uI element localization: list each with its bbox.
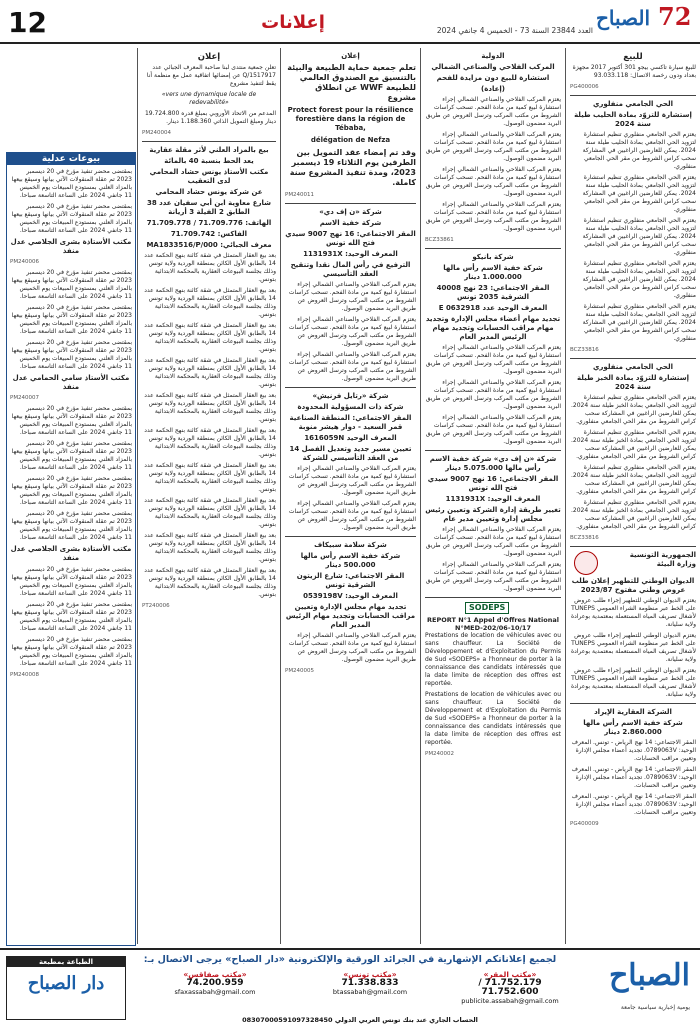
- ad-text: يعتزم المركب الفلاحي والصناعي الشمالي إجراء استشارة لبيع كمية من مادة الفحم. تسحب كراسات الشروط من مكتب المركب وترسل العروض عن طريق البريد مضمون الوصول.: [288, 632, 416, 663]
- ad-address: شارع معاوية ابن أبي سفيان عدد 38 الطابق 2 الفيلة 3 أريانة: [146, 199, 272, 216]
- ad-title: شركة سلامة سبيكاف: [314, 541, 387, 549]
- government-emblem-icon: [574, 551, 598, 575]
- ad-text: يعتزم المركب الفلاحي والصناعي الشمالي إجراء استشارة لبيع كمية من مادة الفحم. تسحب كراسات الشروط من مكتب المركب وترسل العروض عن طريق البريد مضمون الوصول.: [288, 281, 416, 312]
- ad-text-fr: délégation de Nefza: [310, 136, 391, 144]
- ad-text: يعتزم المركب الفلاحي والصناعي الشمالي إجراء استشارة لبيع كمية من مادة الفحم. تسحب كراسات الشروط من مكتب المركب وترسل العروض عن طريق البريد مضمون الوصول.: [425, 526, 561, 557]
- ad-code: PM240011: [285, 192, 315, 198]
- sale-text: بمقتضى محضر تنفيذ مؤرخ في 20 ديسمبر 2023 تم عقلة المنقولات الآتي بيانها وسيقع بيعها بالمزاد العلني بمستودع المبيعات يوم الخميس 11 جانفي 2024 على الساعة التاسعة صباحا.: [11, 339, 132, 370]
- ad-text: بعد بيع العقار المتمثل في شقة كائنة بنهج الحكمة عدد 14 بالطابق الأول الكائن بمنطقة الوردية ولاية تونس وذلك بجلسة البيوعات العقارية بالمحكمة الابتدائية بتونس.: [144, 462, 276, 493]
- masthead-logo: [596, 2, 696, 36]
- ad-text: تعلن جمعية منتدى لبنا صاحبة المعرف الجبائي عدد 1517917/Q عن إمضائها اتفاقية عمل مع منظمة أنا يقظ لتنفيذ مشروع: [146, 64, 276, 87]
- footer-logo-text: الصباح: [608, 958, 690, 993]
- bailiff-office: مكتب الأستاذ سامي الحمامي عدل منفذ: [12, 374, 130, 391]
- column-2: [425, 50, 561, 944]
- ad-subtitle: شركة خفية الاسم رأس مالها 2.860.000 دينار: [583, 719, 683, 736]
- gov-line: الجمهورية التونسية: [629, 551, 696, 559]
- ad-text: يعتزم المركب الفلاحي والصناعي الشمالي إجراء استشارة لبيع كمية من مادة الفحم. تسحب كراسات الشروط من مكتب المركب وترسل العروض عن طريق البريد مضمون الوصول.: [425, 379, 561, 410]
- ad-id: المعرف الوحيد: 0539198V: [303, 592, 398, 600]
- ad-subtitle: (إعادة): [481, 85, 505, 93]
- ad-address: المقر الاجتماعي: 16 نهج 9007 سيدي فتح الله تونس: [285, 230, 416, 247]
- bailiff-office: مكتب الأستاذة بشرى الجلاصي عدل منفذ: [10, 545, 132, 562]
- ad-code: BCZ33816: [570, 535, 599, 541]
- column-4: [142, 50, 276, 944]
- ad-subtitle: شركة خفية الاسم رأس مالها 500.000 دينار: [300, 552, 401, 569]
- ad-title: بيع بالمزاد العلني لأثر مقلة عقارية: [149, 146, 269, 154]
- office-sfax: [140, 970, 290, 997]
- office-title: «مكتب المقر»: [483, 970, 537, 979]
- sale-text: بمقتضى محضر تنفيذ مؤرخ في 20 ديسمبر 2023 تم عقلة المنقولات الآتي بيانها وسيقع بيعها بالمزاد العلني بمستودع المبيعات يوم الخميس 11 جانفي 2024 على الساعة التاسعة صباحا.: [11, 440, 132, 471]
- printer-title: الطباعة بمطبعة: [7, 957, 125, 967]
- ad-title: عن شركة يونس حشاد المحامي: [155, 188, 263, 196]
- ad-id: المعرف الوحيد: 1131931X: [445, 495, 541, 503]
- ad-text: يعتزم الحي الجامعي منفلوري تنظيم استشارة لتزويد الحي الجامعي بمادة الخبز طيلة سنة 2024. يمكن للعارضين الراغبين في المشاركة سحب كراس الشروط من مقر الحي الجامعي منفلوري.: [570, 464, 696, 495]
- ad-code: PG400009: [570, 821, 599, 827]
- ad-code: PM240008: [10, 672, 40, 678]
- ad-title: يعد الحط بنسبة 40 بالمائة: [164, 157, 254, 165]
- sale-text: بمقتضى محضر تنفيذ مؤرخ في 20 ديسمبر 2023 تم عقلة المنقولات الآتي بيانها وسيقع بيعها بالمزاد العلني بمستودع المبيعات يوم الخميس 11 جانفي 2024 على الساعة التاسعة صباحا.: [11, 168, 132, 199]
- sale-text: بمقتضى محضر تنفيذ مؤرخ في 20 ديسمبر 2023 تم عقلة المنقولات الآتي بيانها وسيقع بيعها بالمزاد العلني بمستودع المبيعات يوم الخميس 11 جانفي 2024 على الساعة التاسعة صباحا.: [11, 601, 132, 632]
- ad-subject: تعيين مسير جديد وتعديل الفصل 14 من العقد التأسيسي للشركة: [289, 445, 412, 462]
- ad-text: يعتزم المركب الفلاحي والصناعي الشمالي إجراء استشارة لبيع كمية من مادة الفحم. تسحب كراسات الشروط من مكتب المركب وترسل العروض عن طريق البريد مضمون الوصول.: [425, 201, 561, 232]
- sale-text: بمقتضى محضر تنفيذ مؤرخ في 20 ديسمبر 2023 تم عقلة المنقولات الآتي بيانها وسيقع بيعها بالمزاد العلني بمستودع المبيعات يوم الخميس 11 جانفي 2024 على الساعة التاسعة صباحا.: [11, 510, 132, 541]
- ad-id: المعرف الوحيد عدد 0632918 E: [438, 304, 548, 312]
- ad-code: PG400006: [570, 84, 599, 90]
- sale-text: بمقتضى محضر تنفيذ مؤرخ في 20 ديسمبر 2023 تم عقلة المنقولات الآتي بيانها وسيقع بيعها بالمزاد العلني بمستودع المبيعات يوم الخميس 11 جانفي 2024 على الساعة التاسعة صباحا.: [11, 269, 132, 300]
- sale-text: بمقتضى محضر تنفيذ مؤرخ في 20 ديسمبر 2023 تم عقلة المنقولات الآتي بيانها وسيقع بيعها بالمزاد العلني بمستودع المبيعات يوم الخميس 11 جانفي 2024 على الساعة التاسعة صباحا.: [11, 304, 132, 335]
- ad-text: بعد بيع العقار المتمثل في شقة كائنة بنهج الحكمة عدد 14 بالطابق الأول الكائن بمنطقة الوردية ولاية تونس وذلك بجلسة البيوعات العقارية بالمحكمة الابتدائية بتونس.: [144, 567, 276, 598]
- office-phone: 71.752.179 / 71.752.600: [478, 978, 542, 997]
- footer-tagline: يومية إخبارية سياسية جامعة: [620, 1004, 690, 1011]
- ad-text: بعد بيع العقار المتمثل في شقة كائنة بنهج الحكمة عدد 14 بالطابق الأول الكائن بمنطقة الوردية ولاية تونس وذلك بجلسة البيوعات العقارية بالمحكمة الابتدائية بتونس.: [144, 497, 276, 528]
- column-rule: [280, 48, 281, 944]
- ad-text: يعتزم المركب الفلاحي والصناعي الشمالي إجراء استشارة لبيع كمية من مادة الفحم. تسحب كراسات الشروط من مكتب المركب وترسل العروض عن طريق البريد مضمون الوصول.: [425, 166, 561, 197]
- ad-title: شركة «ن إف دي» شركة خفية الاسم رأس مالها 5.075.000 دينار: [429, 455, 557, 472]
- ad-title: الدولية: [481, 52, 505, 60]
- office-phone: 74.200.959: [186, 978, 244, 988]
- ad-id: المعرف الوحيد: 1131931X: [303, 250, 398, 258]
- footer-headline: لجميع إعلاناتكم الإشهارية في الجرائد الورقية والإلكترونية «دار الصباح» يرجى الاتصال بـ:: [143, 954, 557, 965]
- ad-title: الحي الجامعي منفلوري: [592, 100, 674, 108]
- column-rule: [420, 48, 421, 944]
- office-email[interactable]: publicite.assabah@gmail.com: [461, 997, 559, 1005]
- issue-line: العدد 23844 السنة 73 - الخميس 4 جانفي 2024: [436, 26, 593, 35]
- ad-text: بعد بيع العقار المتمثل في شقة كائنة بنهج الحكمة عدد 14 بالطابق الأول الكائن بمنطقة الوردية ولاية تونس وذلك بجلسة البيوعات العقارية بالمحكمة الابتدائية بتونس.: [144, 532, 276, 563]
- ad-quote: «vers une dynamique locale de redevabilité»: [161, 91, 257, 106]
- ad-text: بعد بيع العقار المتمثل في شقة كائنة بنهج الحكمة عدد 14 بالطابق الأول الكائن بمنطقة الوردية ولاية تونس وذلك بجلسة البيوعات العقارية بالمحكمة الابتدائية بتونس.: [144, 322, 276, 353]
- ad-text: يعتزم الحي الجامعي منفلوري تنظيم استشارة لتزويد الحي الجامعي بمادة الحليب طيلة سنة 2024. يمكن للعارضين الراغبين في المشاركة سحب كراس الشروط من مقر الحي الجامعي منفلوري.: [582, 303, 696, 342]
- ad-text: يعتزم المركب الفلاحي والصناعي الشمالي إجراء استشارة لبيع كمية من مادة الفحم. تسحب كراسات الشروط من مكتب المركب وترسل العروض عن طريق البريد مضمون الوصول.: [425, 561, 561, 592]
- bank-account: الحساب الجاري عند بنك تونس العربي الدولي 08307000591097328450: [242, 1016, 478, 1024]
- ad-text: يعتزم المركب الفلاحي والصناعي الشمالي إجراء استشارة لبيع كمية من مادة الفحم. تسحب كراسات الشروط من مكتب المركب وترسل العروض عن طريق البريد مضمون الوصول.: [288, 316, 416, 347]
- sale-text: بمقتضى محضر تنفيذ مؤرخ في 20 ديسمبر 2023 تم عقلة المنقولات الآتي بيانها وسيقع بيعها بالمزاد العلني بمستودع المبيعات يوم الخميس 11 جانفي 2024 على الساعة التاسعة صباحا.: [11, 636, 132, 667]
- office-hq: [450, 970, 570, 1006]
- ad-code: PM240007: [10, 395, 40, 401]
- ad-subtitle: شركة خفية الاسم: [319, 219, 382, 227]
- ad-code: PM240006: [10, 259, 40, 265]
- logo-text: الصباح: [596, 6, 651, 30]
- ad-title: الحي الجامعي منفلوري: [592, 363, 674, 371]
- ad-subtitle: إستشارة للتزوّد بمادة الحليب طيلة سنة 2024: [574, 111, 692, 128]
- ad-text: يعتزم المركب الفلاحي والصناعي الشمالي إجراء استشارة لبيع كمية من مادة الفحم. تسحب كراسات الشروط من مكتب المركب وترسل العروض عن طريق البريد مضمون الوصول.: [425, 131, 561, 162]
- ad-text: يعتزم المركب الفلاحي والصناعي الشمالي إجراء استشارة لبيع كمية من مادة الفحم. تسحب كراسات الشروط من مكتب المركب وترسل العروض عن طريق البريد مضمون الوصول.: [288, 351, 416, 382]
- ad-subject: تجديد مهام أعضاء مجلس الإدارة وتجديد مهام مراقب الحسابات وتجديد مهام الرئيس المدير العام: [425, 315, 561, 341]
- footer-logo: [576, 956, 696, 1016]
- ad-text: يعتزم الحي الجامعي منفلوري تنظيم استشارة لتزويد الحي الجامعي بمادة الحليب طيلة سنة 2024. يمكن للعارضين الراغبين في المشاركة سحب كراس الشروط من مقر الحي الجامعي منفلوري.: [582, 217, 696, 256]
- ad-text: يعتزم الحي الجامعي منفلوري تنظيم استشارة لتزويد الحي الجامعي بمادة الخبز طيلة سنة 2024. يمكن للعارضين الراغبين في المشاركة سحب كراس الشروط من مقر الحي الجامعي منفلوري.: [570, 394, 696, 425]
- ad-text: المقر الاجتماعي: 14 نهج الرياض - تونس. المعرف الوحيد: 0789063V. تجديد أعضاء مجلس الإدارة وتعيين مراقب الحسابات.: [571, 739, 696, 762]
- column-3: [285, 50, 416, 944]
- ad-title: REPORT N°1 Appel d'Offres National N°MED-202/06-10/17: [427, 616, 559, 632]
- column-1: [570, 50, 696, 944]
- footer: [0, 948, 700, 1030]
- office-title: «مكتب صفاقس»: [183, 970, 247, 979]
- ad-text: بعد بيع العقار المتمثل في شقة كائنة بنهج الحكمة عدد 14 بالطابق الأول الكائن بمنطقة الوردية ولاية تونس وذلك بجلسة البيوعات العقارية بالمحكمة الابتدائية بتونس.: [144, 252, 276, 283]
- ad-title: إعلان: [197, 52, 221, 62]
- ad-taxid: معرف الجبائي: MA1833516/P/000: [146, 241, 272, 249]
- ad-text: تعلم جمعية حماية الطبيعة والبيئة بالتنسيق مع الصندوق العالمي للطبيعة WWF عن انطلاق مشروع: [287, 63, 416, 102]
- column-rule: [137, 48, 138, 944]
- page-number: 12: [8, 6, 47, 39]
- ad-address: المقر الاجتماعي: 23 نهج 40008 الشرقية 2035 تونس: [436, 284, 550, 301]
- ad-code: PT240006: [142, 603, 170, 609]
- ad-subject: الترفيع في رأس المال نقدا وتنقيح العقد التأسيسي: [290, 261, 411, 278]
- ad-id: المعرف الوحيد 1616059N: [304, 434, 397, 442]
- ad-text: يعتزم المركب الفلاحي والصناعي الشمالي إجراء استشارة لبيع كمية من مادة الفحم. تسحب كراسات الشروط من مكتب المركب وترسل العروض عن طريق البريد مضمون الوصول.: [288, 500, 416, 531]
- ad-text-fr: Protect forest pour la résilience forestière dans la région de Tébaba,: [287, 106, 414, 132]
- ad-address: المقر الاجتماعي: شارع الزيتون الشرقية تونس: [296, 572, 405, 589]
- ad-text: بعد بيع العقار المتمثل في شقة كائنة بنهج الحكمة عدد 14 بالطابق الأول الكائن بمنطقة الوردية ولاية تونس وذلك بجلسة البيوعات العقارية بالمحكمة الابتدائية بتونس.: [144, 287, 276, 318]
- ad-title: الديوان الوطني للتطهير إعلان طلب عروض وطني مفتوح 2023/87: [571, 577, 695, 594]
- office-phone: 71.338.833: [341, 978, 399, 988]
- ad-phone: الهاتف: 71.709.776 / 71.709.778: [146, 219, 272, 227]
- ad-text: يعتزم الحي الجامعي منفلوري تنظيم استشارة لتزويد الحي الجامعي بمادة الحليب طيلة سنة 2024. يمكن للعارضين الراغبين في المشاركة سحب كراس الشروط من مقر الحي الجامعي منفلوري.: [582, 174, 696, 213]
- ad-subject: تجديد مهام مجلس الإدارة وتعيين مراقب الحسابات وتجديد مهام الرئيس المدير العام: [285, 603, 416, 629]
- ad-title: إعلان: [341, 52, 360, 60]
- ad-subtitle: استشارة للبيع دون مزايدة للفحم: [436, 74, 550, 82]
- ad-subject: تغيير طريقة إدارة الشركة وتعيين رئيس مجلس إدارة وتعيين مدير عام: [425, 506, 561, 523]
- ad-text: المدعم من الاتحاد الأوروبي بمبلغ قدره 19.724.800 دينار ومبلغ التمويل الذاتي 1.188.360 دينار.: [144, 110, 276, 125]
- section-title: إعلانات: [261, 12, 325, 33]
- ad-subtitle: إستشارة للتزوّد بمادة الخبز طيلة سنة 2024: [577, 374, 689, 391]
- ad-code: PM240004: [142, 130, 172, 136]
- ad-text: يعتزم الحي الجامعي منفلوري تنظيم استشارة لتزويد الحي الجامعي بمادة الحليب طيلة سنة 2024. يمكن للعارضين الراغبين في المشاركة سحب كراس الشروط من مقر الحي الجامعي منفلوري.: [582, 260, 696, 299]
- ad-text: يعتزم الحي الجامعي منفلوري تنظيم استشارة لتزويد الحي الجامعي بمادة الخبز طيلة سنة 2024. يمكن للعارضين الراغبين في المشاركة سحب كراس الشروط من مقر الحي الجامعي منفلوري.: [570, 499, 696, 530]
- ad-text: يعتزم الحي الجامعي منفلوري تنظيم استشارة لتزويد الحي الجامعي بمادة الخبز طيلة سنة 2024. يمكن للعارضين الراغبين في المشاركة سحب كراس الشروط من مقر الحي الجامعي منفلوري.: [570, 429, 696, 460]
- ad-subtitle: شركة خفية الاسم رأس مالها 1.000.000 دينار: [443, 264, 543, 281]
- column-5: [6, 152, 136, 946]
- ad-code: PM240002: [425, 751, 455, 757]
- logo-number: 72: [658, 2, 692, 31]
- ad-fax: الفاكس: 71.709.742: [170, 230, 248, 238]
- ad-text: يعتزم الديوان الوطني للتطهير إجراء طلب عروض على الخط عبر منظومة الشراء العمومي TUNEPS لأشغال تصريف المياه المستعملة بمعتمدية بوعرادة ولاية سليانة.: [570, 667, 696, 698]
- sodeps-logo: SODEPS: [465, 602, 509, 614]
- ad-text: Prestations de location de véhicules avec ou sans chauffeur. La Société de Développement et d'Exploitation du Permis de Sud «SODEPS» a l'honneur de porter à la connaissance des candidats intéressés que la date limite de réception des offres est reportée.: [425, 632, 561, 687]
- ad-text: بعد بيع العقار المتمثل في شقة كائنة بنهج الحكمة عدد 14 بالطابق الأول الكائن بمنطقة الوردية ولاية تونس وذلك بجلسة البيوعات العقارية بالمحكمة الابتدائية بتونس.: [144, 392, 276, 423]
- bailiff-office: مكتب الأستاذة بشرى الجلاصي عدل منفذ: [10, 238, 132, 255]
- column-rule: [565, 48, 566, 944]
- ad-text: بعد بيع العقار المتمثل في شقة كائنة بنهج الحكمة عدد 14 بالطابق الأول الكائن بمنطقة الوردية ولاية تونس وذلك بجلسة البيوعات العقارية بالمحكمة الابتدائية بتونس.: [144, 427, 276, 458]
- printer-box: [6, 956, 126, 1020]
- sale-text: بمقتضى محضر تنفيذ مؤرخ في 20 ديسمبر 2023 تم عقلة المنقولات الآتي بيانها وسيقع بيعها بالمزاد العلني بمستودع المبيعات يوم الخميس 11 جانفي 2024 على الساعة التاسعة صباحا.: [11, 566, 132, 597]
- ad-text: يعتزم المركب الفلاحي والصناعي الشمالي إجراء استشارة لبيع كمية من مادة الفحم. تسحب كراسات الشروط من مكتب المركب وترسل العروض عن طريق البريد مضمون الوصول.: [288, 465, 416, 496]
- ad-code: PM240005: [285, 668, 315, 674]
- page-header: [0, 0, 700, 44]
- sale-text: بمقتضى محضر تنفيذ مؤرخ في 20 ديسمبر 2023 تم عقلة المنقولات الآتي بيانها وسيقع بيعها بالمزاد العلني بمستودع المبيعات يوم الخميس 11 جانفي 2024 على الساعة التاسعة صباحا.: [11, 203, 132, 234]
- ad-title: شركة بانيكو: [472, 253, 514, 261]
- ad-address: المقر الاجتماعي: المنطقة الصناعية قمر السعيد - دوار هيشر منوبة: [289, 414, 412, 431]
- ad-address: المقر الاجتماعي: 16 نهج 9007 سيدي فتح الله تونس: [427, 475, 559, 492]
- office-tunis: [300, 970, 440, 997]
- ad-title: للبيع: [623, 52, 643, 62]
- ad-title: الشركة العقارية الإيراد: [594, 708, 672, 716]
- ad-text: يعتزم المركب الفلاحي والصناعي الشمالي إجراء استشارة لبيع كمية من مادة الفحم. تسحب كراسات الشروط من مكتب المركب وترسل العروض عن طريق البريد مضمون الوصول.: [425, 96, 561, 127]
- ad-text: بعد بيع العقار المتمثل في شقة كائنة بنهج الحكمة عدد 14 بالطابق الأول الكائن بمنطقة الوردية ولاية تونس وذلك بجلسة البيوعات العقارية بالمحكمة الابتدائية بتونس.: [144, 357, 276, 388]
- ad-text: المقر الاجتماعي: 14 نهج الرياض - تونس. المعرف الوحيد: 0789063V. تجديد أعضاء مجلس الإدارة وتعيين مراقب الحسابات.: [571, 766, 696, 789]
- printer-logo: دار الصباح: [27, 973, 105, 994]
- ad-text: وقد تم إمضاء عقد التمويل بين الطرفين يوم الثلاثاء 19 ديسمبر 2023، ومدة تنفيذ المشروع سنة كاملة.: [289, 148, 416, 187]
- judicial-sales-title: بيوعات عدلية: [7, 153, 135, 165]
- sale-text: بمقتضى محضر تنفيذ مؤرخ في 20 ديسمبر 2023 تم عقلة المنقولات الآتي بيانها وسيقع بيعها بالمزاد العلني بمستودع المبيعات يوم الخميس 11 جانفي 2024 على الساعة التاسعة صباحا.: [11, 405, 132, 436]
- ad-subtitle: شركة ذات المسؤولية المحدودة: [297, 403, 404, 411]
- gov-line: وزارة البيئة: [656, 560, 696, 568]
- ad-title: شركة «رتايل فرنيش»: [312, 392, 389, 400]
- ad-text: يعتزم المركب الفلاحي والصناعي الشمالي إجراء استشارة لبيع كمية من مادة الفحم. تسحب كراسات الشروط من مكتب المركب وترسل العروض عن طريق البريد مضمون الوصول.: [425, 344, 561, 375]
- sale-text: بمقتضى محضر تنفيذ مؤرخ في 20 ديسمبر 2023 تم عقلة المنقولات الآتي بيانها وسيقع بيعها بالمزاد العلني بمستودع المبيعات يوم الخميس 11 جانفي 2024 على الساعة التاسعة صباحا.: [11, 475, 132, 506]
- ad-title: المركب الفلاحي والصناعي الشمالي: [431, 63, 555, 71]
- office-email[interactable]: btassabah@gmail.com: [332, 988, 408, 996]
- ad-code: BCZ33816: [570, 347, 599, 353]
- ad-code: BCZ33861: [425, 237, 454, 243]
- ad-text: المقر الاجتماعي: 14 نهج الرياض - تونس. المعرف الوحيد: 0789063V. تجديد أعضاء مجلس الإدارة وتعيين مراقب الحسابات.: [571, 793, 696, 816]
- ad-text: يعتزم الديوان الوطني للتطهير إجراء طلب عروض على الخط عبر منظومة الشراء العمومي TUNEPS لأشغال تصريف المياه المستعملة بمعتمدية بوعرادة ولاية سليانة.: [570, 597, 696, 628]
- ad-title: شركة «ن إف دي»: [319, 208, 382, 216]
- ad-title: مكتب الأستاذ يونس حشاد المحامي لدى التعقيب: [149, 168, 269, 185]
- ad-text: يعتزم الحي الجامعي منفلوري تنظيم استشارة لتزويد الحي الجامعي بمادة الحليب طيلة سنة 2024. يمكن للعارضين الراغبين في المشاركة سحب كراس الشروط من مقر الحي الجامعي منفلوري.: [582, 131, 696, 170]
- office-email[interactable]: sfaxassabah@gmail.com: [174, 988, 256, 996]
- ad-text: يعتزم الديوان الوطني للتطهير إجراء طلب عروض على الخط عبر منظومة الشراء العمومي TUNEPS لأشغال تصريف المياه المستعملة بمعتمدية بوعرادة ولاية سليانة.: [570, 632, 696, 663]
- ad-text: للبيع سيارة تاكسي بيجو 301 أكتوبر 2017 مجهزة بعداد ودون رخصة الاتصال: 93.033.118: [572, 64, 696, 79]
- office-title: «مكتب تونس»: [343, 970, 397, 979]
- ad-text: Prestations de location de véhicules avec ou sans chauffeur. La Société de Développement et d'Exploitation du Permis de Sud «SODEPS» a l'honneur de porter à la connaissance des candidats intéressés que la date limite de réception des offres est reportée.: [425, 691, 561, 746]
- ad-text: يعتزم المركب الفلاحي والصناعي الشمالي إجراء استشارة لبيع كمية من مادة الفحم. تسحب كراسات الشروط من مكتب المركب وترسل العروض عن طريق البريد مضمون الوصول.: [425, 414, 561, 445]
